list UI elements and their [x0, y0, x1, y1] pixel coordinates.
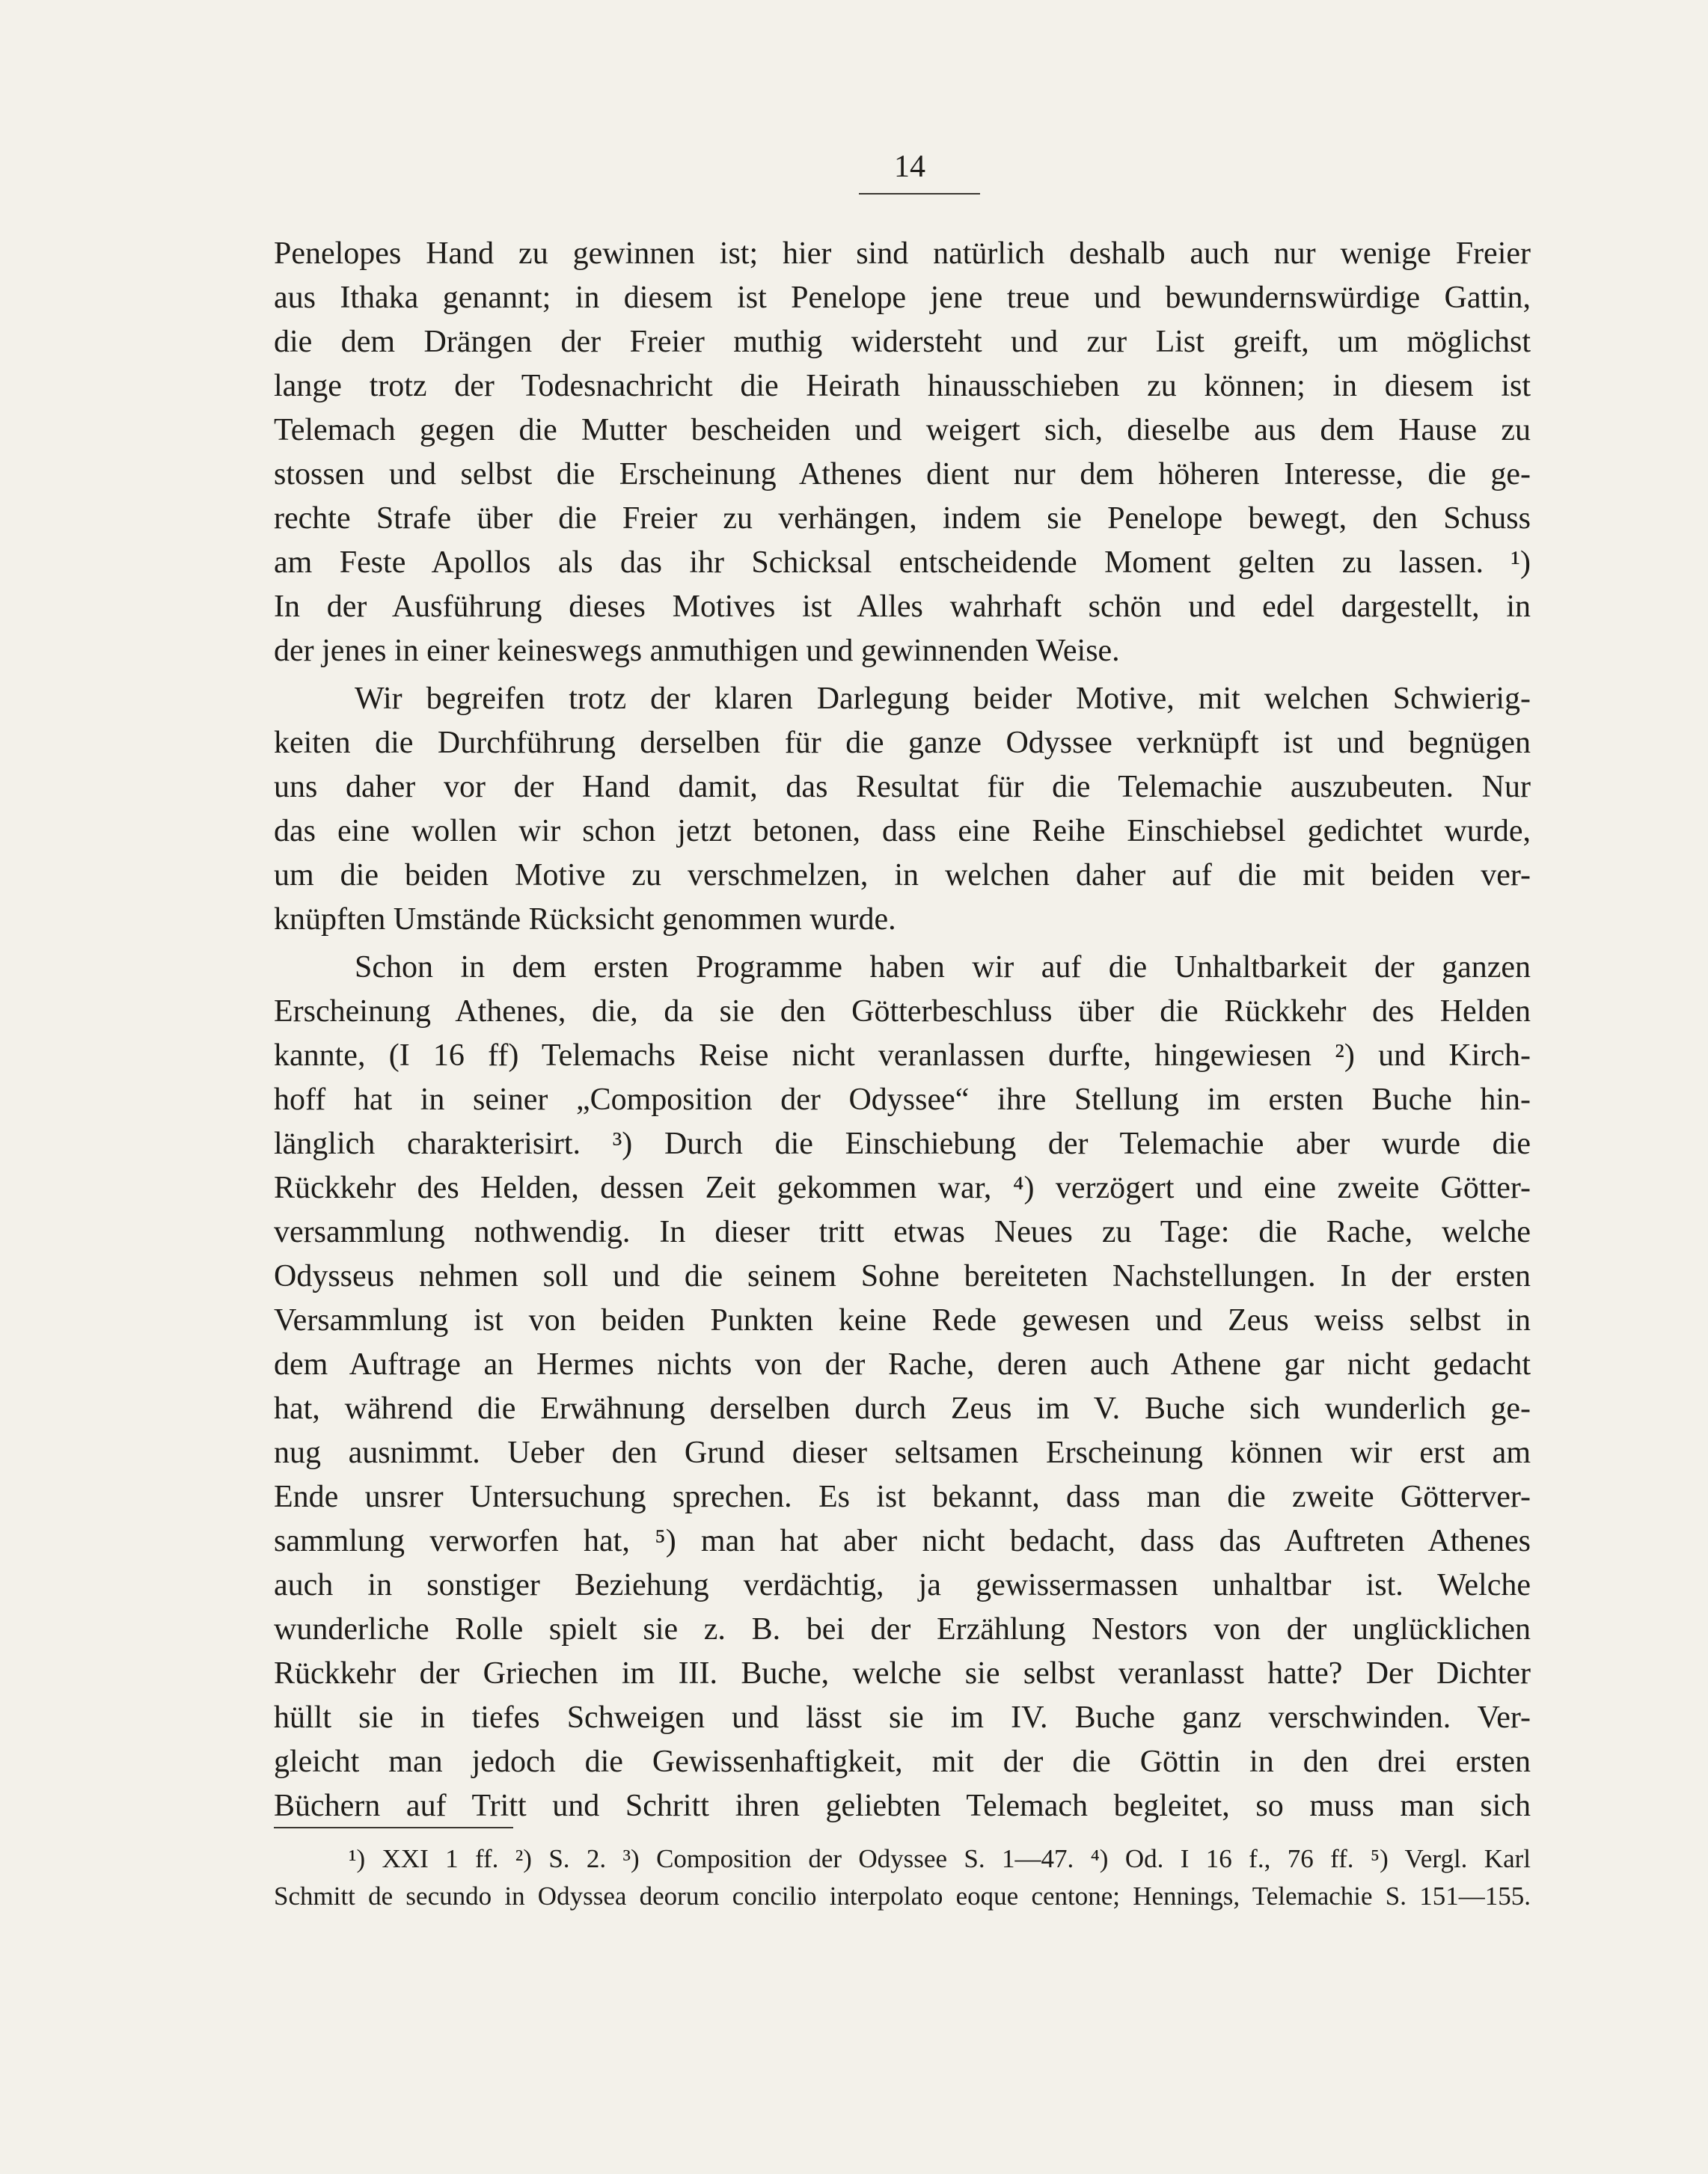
text-line: die dem Drängen der Freier muthig widersteht und zur List greift, um möglichst	[274, 325, 1531, 359]
text-line: Wir begreifen trotz der klaren Darlegung beider Motive, mit welchen Schwierig-	[355, 682, 1531, 716]
text-line: versammlung nothwendig. In dieser tritt etwas Neues zu Tage: die Rache, welche	[274, 1215, 1531, 1249]
text-line: aus Ithaka genannt; in diesem ist Penelope jene treue und bewundernswürdige Gattin,	[274, 281, 1531, 315]
text-line: Rückkehr des Helden, dessen Zeit gekommen war, ⁴) verzögert und eine zweite Götter-	[274, 1171, 1531, 1205]
text-line: Erscheinung Athenes, die, da sie den Götterbeschluss über die Rückkehr des Helden	[274, 994, 1531, 1029]
text-line: hoff hat in seiner „Composition der Odyssee“ ihre Stellung im ersten Buche hin-	[274, 1083, 1531, 1117]
text-line: der jenes in einer keineswegs anmuthigen und gewinnenden Weise.	[274, 634, 1120, 668]
paragraph	[274, 232, 1531, 673]
footnote-line: ¹) XXI 1 ff. ²) S. 2. ³) Composition der Odyssee S. 1—47. ⁴) Od. I 16 f., 76 ff. ⁵) Vergl. Karl	[349, 1844, 1531, 1873]
text-line: kannte, (I 16 ff) Telemachs Reise nicht veranlassen durfte, hingewiesen ²) und Kirch-	[274, 1038, 1531, 1073]
page-number-rule	[859, 193, 980, 195]
text-line: In der Ausführung dieses Motives ist Alles wahrhaft schön und edel dargestellt, in	[274, 590, 1531, 624]
text-line: nug ausnimmt. Ueber den Grund dieser seltsamen Erscheinung können wir erst am	[274, 1436, 1531, 1470]
paragraph	[274, 946, 1531, 1828]
text-line: Büchern auf Tritt und Schritt ihren geliebten Telemach begleitet, so muss man sich	[274, 1789, 1531, 1823]
text-line: Telemach gegen die Mutter bescheiden und weigert sich, dieselbe aus dem Hause zu	[274, 413, 1531, 447]
body-text	[274, 232, 1531, 1828]
text-line: keiten die Durchführung derselben für die ganze Odyssee verknüpft ist und begnügen	[274, 726, 1531, 760]
text-line: dem Auftrage an Hermes nichts von der Rache, deren auch Athene gar nicht gedacht	[274, 1347, 1531, 1382]
text-line: Penelopes Hand zu gewinnen ist; hier sind natürlich deshalb auch nur wenige Freier	[274, 236, 1531, 271]
text-line: Schon in dem ersten Programme haben wir auf die Unhaltbarkeit der ganzen	[355, 950, 1531, 985]
text-line: rechte Strafe über die Freier zu verhängen, indem sie Penelope bewegt, den Schuss	[274, 501, 1531, 536]
text-line: sammlung verworfen hat, ⁵) man hat aber nicht bedacht, dass das Auftreten Athenes	[274, 1524, 1531, 1558]
text-line: lange trotz der Todesnachricht die Heirath hinausschieben zu können; in diesem ist	[274, 369, 1531, 403]
text-line: Versammlung ist von beiden Punkten keine Rede gewesen und Zeus weiss selbst in	[274, 1303, 1531, 1338]
text-line: hüllt sie in tiefes Schweigen und lässt sie im IV. Buche ganz verschwinden. Ver-	[274, 1700, 1531, 1735]
text-line: uns daher vor der Hand damit, das Resultat für die Telemachie auszubeuten. Nur	[274, 770, 1531, 804]
text-line: knüpften Umstände Rücksicht genommen wurde.	[274, 902, 896, 937]
text-line: auch in sonstiger Beziehung verdächtig, ja gewissermassen unhaltbar ist. Welche	[274, 1568, 1531, 1602]
paragraph	[274, 677, 1531, 942]
text-line: hat, während die Erwähnung derselben durch Zeus im V. Buche sich wunderlich ge-	[274, 1391, 1531, 1426]
text-line: Rückkehr der Griechen im III. Buche, welche sie selbst veranlasst hatte? Der Dichter	[274, 1656, 1531, 1691]
footnotes	[274, 1840, 1531, 1915]
text-line: das eine wollen wir schon jetzt betonen, dass eine Reihe Einschiebsel gedichtet wurde,	[274, 814, 1531, 848]
footnote-line: Schmitt de secundo in Odyssea deorum concilio interpolato eoque centone; Hennings, Telemachie S. 151—155.	[274, 1881, 1531, 1911]
text-line: um die beiden Motive zu verschmelzen, in welchen daher auf die mit beiden ver-	[274, 858, 1531, 892]
text-line: länglich charakterisirt. ³) Durch die Einschiebung der Telemachie aber wurde die	[274, 1127, 1531, 1161]
text-line: gleicht man jedoch die Gewissenhaftigkeit, mit der die Göttin in den drei ersten	[274, 1745, 1531, 1779]
page-number: 14	[894, 150, 925, 184]
text-line: Ende unsrer Untersuchung sprechen. Es ist bekannt, dass man die zweite Götterver-	[274, 1480, 1531, 1514]
text-line: stossen und selbst die Erscheinung Athenes dient nur dem höheren Interesse, die ge-	[274, 457, 1531, 492]
text-line: Odysseus nehmen soll und die seinem Sohne bereiteten Nachstellungen. In der ersten	[274, 1259, 1531, 1293]
text-line: wunderliche Rolle spielt sie z. B. bei der Erzählung Nestors von der unglücklichen	[274, 1612, 1531, 1647]
footnote-rule	[274, 1827, 513, 1828]
text-line: am Feste Apollos als das ihr Schicksal entscheidende Moment gelten zu lassen. ¹)	[274, 545, 1531, 580]
